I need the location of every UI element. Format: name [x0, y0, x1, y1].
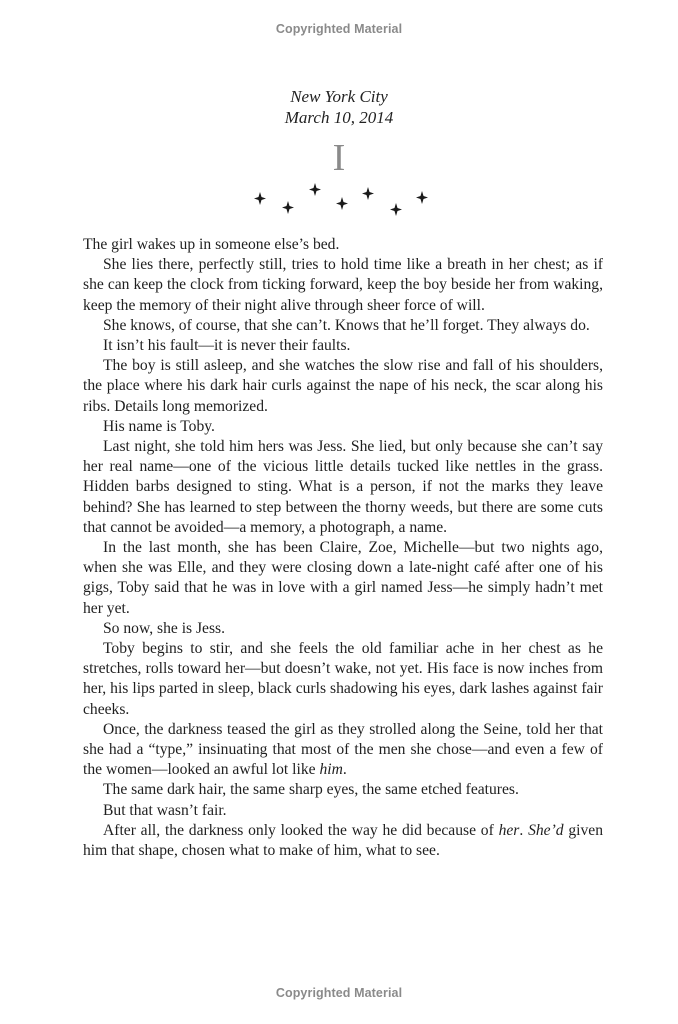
- paragraph: In the last month, she has been Claire, Zoe, Michelle—but two nights ago, when she was Elle, and they were closing down a late-night café after one of his gigs, Toby said that he was in love with a girl named Jess—he simply hadn’t met her yet.: [83, 539, 603, 617]
- paragraph: It isn’t his fault—it is never their faults.: [103, 337, 351, 355]
- paragraph: The same dark hair, the same sharp eyes, the same etched features.: [103, 781, 519, 799]
- chapter-date: March 10, 2014: [284, 108, 394, 127]
- paragraph: She knows, of course, that she can’t. Knows that he’ll forget. They always do.: [103, 316, 590, 334]
- paragraph-text: After all, the darkness only looked the way he did because of: [103, 821, 499, 839]
- emphasis: her: [498, 821, 520, 839]
- paragraph: So now, she is Jess.: [103, 619, 226, 637]
- star-icon: [309, 183, 321, 196]
- paragraph-text: Once, the darkness teased the girl as they strolled along the Seine, told her that she had a “type,” insinuating that most of the men she chose—and even a few of the women—looked an awful lot like: [83, 720, 603, 779]
- star-icon: [416, 191, 428, 204]
- paragraph: Toby begins to stir, and she feels the old familiar ache in her chest as he stretches, rolls toward her—but doesn’t wake, not yet. His face is now inches from her, his lips parted in sleep, black curls shadowing his eyes, dark lashes against fair cheeks.: [83, 640, 603, 718]
- star-icon: [282, 201, 294, 214]
- paragraph: The boy is still asleep, and she watches the slow rise and fall of his shoulders, the place where his dark hair curls against the nape of his neck, the scar along his ribs. Details long memorized.: [83, 357, 603, 415]
- chapter-numeral: I: [332, 137, 346, 179]
- star-icon: [254, 192, 266, 205]
- star-icon: [362, 187, 374, 200]
- paragraph: But that wasn’t fair.: [103, 801, 227, 819]
- paragraph-text: .: [342, 761, 347, 779]
- paragraph: [83, 720, 603, 781]
- chapter-body: [83, 235, 603, 861]
- paragraph-text: .: [519, 821, 529, 839]
- emphasis: him: [319, 761, 343, 779]
- stars-icon: [0, 0, 678, 230]
- paragraph-text: given him that shape, chosen what to make of him, what to see.: [83, 821, 604, 860]
- star-icon: [390, 203, 402, 216]
- emphasis: She’d: [528, 821, 564, 839]
- star-icon: [336, 197, 348, 210]
- paragraph: [83, 821, 603, 861]
- paragraph: His name is Toby.: [103, 417, 215, 435]
- header-copyright: Copyrighted Material: [275, 22, 403, 36]
- paragraph: The girl wakes up in someone else’s bed.: [83, 236, 340, 253]
- footer-copyright: Copyrighted Material: [275, 986, 403, 1000]
- chapter-place: New York City: [290, 87, 388, 106]
- paragraph: Last night, she told him hers was Jess. She lied, but only because she can’t say her real name—one of the vicious little details tucked like nettles in the grass. Hidden barbs designed to sting. What is a person, if not the marks they leave behind? She has learned to step between the thorny weeds, but there are some cuts that cannot be avoided—a memory, a photograph, a name.: [83, 438, 603, 536]
- paragraph: She lies there, perfectly still, tries to hold time like a breath in her chest; as if she can keep the clock from ticking forward, keep the boy beside her from waking, keep the memory of their night alive through sheer force of will.: [83, 256, 603, 314]
